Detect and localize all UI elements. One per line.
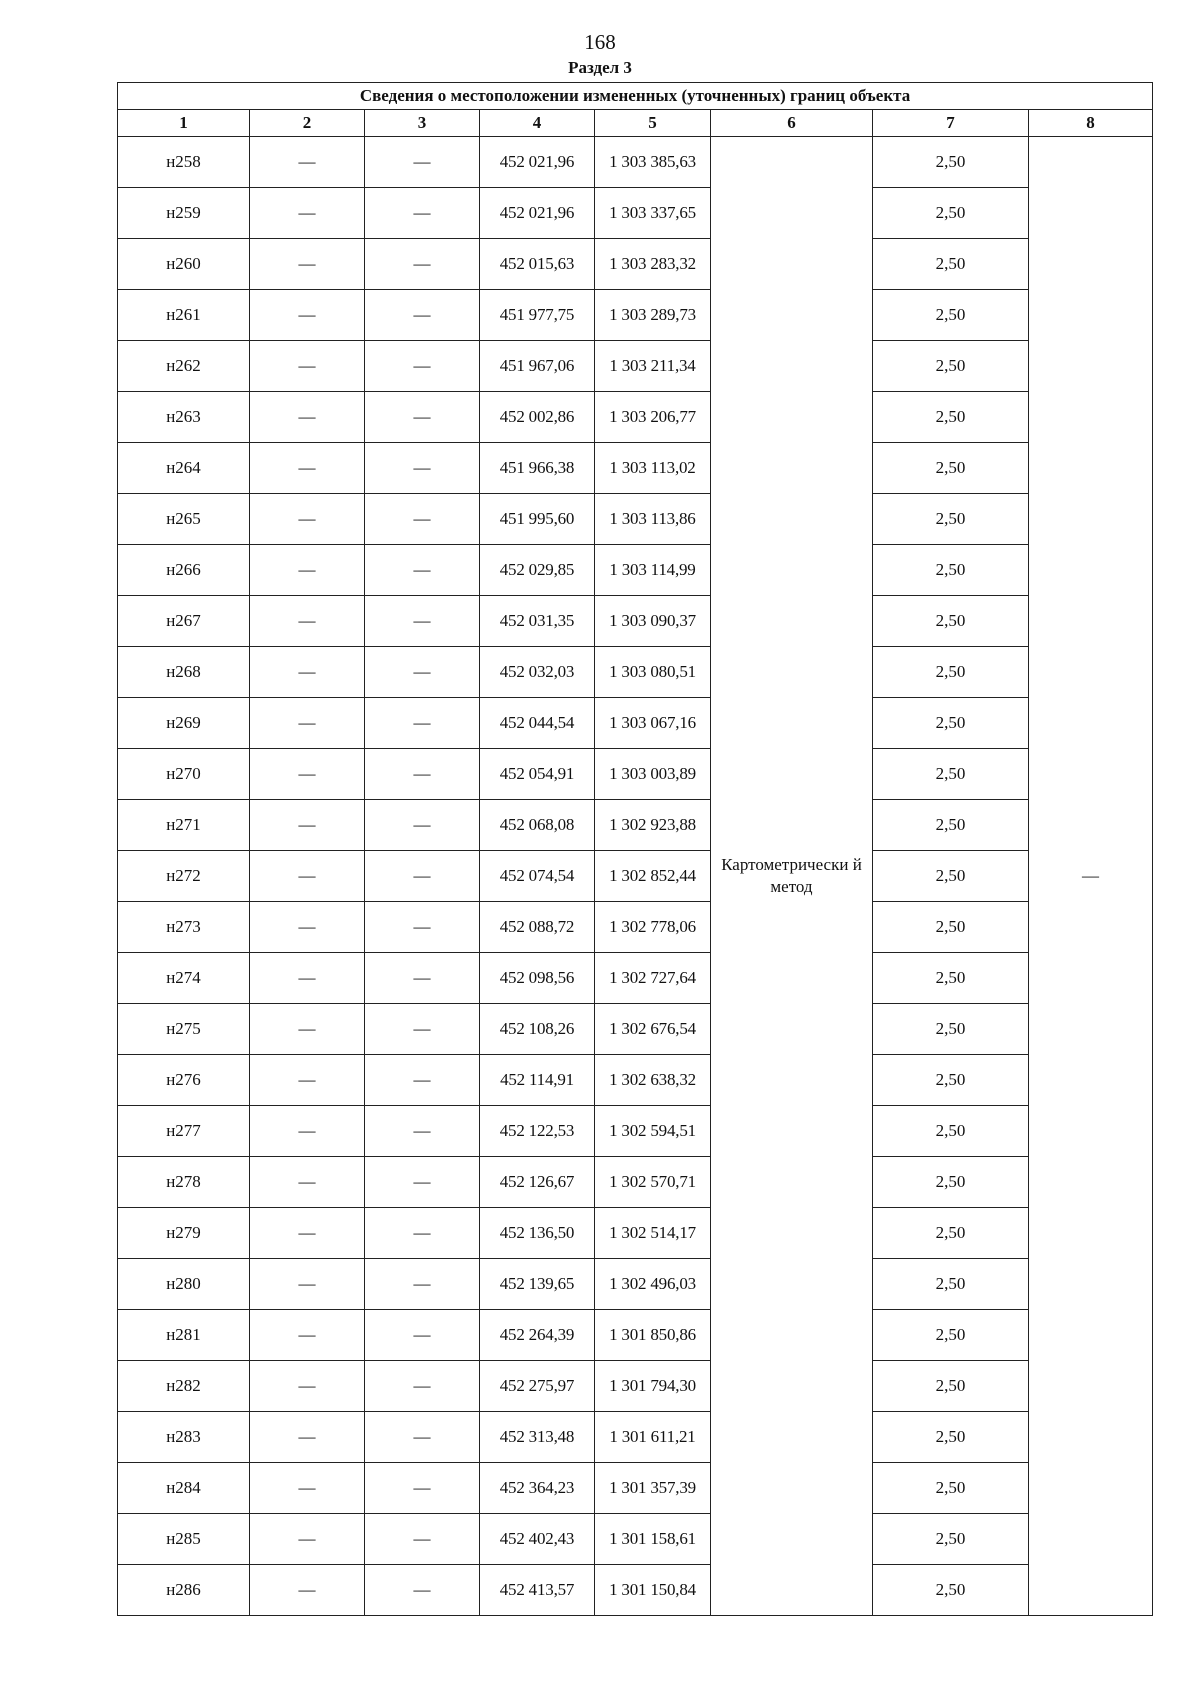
point-name-cell: н277 <box>118 1106 250 1157</box>
point-name-cell: н278 <box>118 1157 250 1208</box>
column3-cell: — <box>365 1259 480 1310</box>
point-name-cell: н274 <box>118 953 250 1004</box>
x-coordinate-cell: 452 021,96 <box>480 188 595 239</box>
column3-cell: — <box>365 239 480 290</box>
column2-cell: — <box>250 392 365 443</box>
point-name-cell: н286 <box>118 1565 250 1616</box>
point-name-cell: н283 <box>118 1412 250 1463</box>
x-coordinate-cell: 451 966,38 <box>480 443 595 494</box>
point-name-cell: н279 <box>118 1208 250 1259</box>
column2-cell: — <box>250 596 365 647</box>
column2-cell: — <box>250 188 365 239</box>
column3-cell: — <box>365 902 480 953</box>
column-number: 7 <box>873 110 1029 137</box>
column3-cell: — <box>365 851 480 902</box>
y-coordinate-cell: 1 303 090,37 <box>595 596 711 647</box>
accuracy-cell: 2,50 <box>873 749 1029 800</box>
y-coordinate-cell: 1 303 114,99 <box>595 545 711 596</box>
y-coordinate-cell: 1 302 852,44 <box>595 851 711 902</box>
section-title: Раздел 3 <box>568 58 632 77</box>
y-coordinate-cell: 1 301 150,84 <box>595 1565 711 1616</box>
accuracy-cell: 2,50 <box>873 494 1029 545</box>
x-coordinate-cell: 452 074,54 <box>480 851 595 902</box>
column-number: 6 <box>711 110 873 137</box>
y-coordinate-cell: 1 303 337,65 <box>595 188 711 239</box>
column3-cell: — <box>365 392 480 443</box>
column3-cell: — <box>365 1055 480 1106</box>
y-coordinate-cell: 1 302 496,03 <box>595 1259 711 1310</box>
y-coordinate-cell: 1 303 067,16 <box>595 698 711 749</box>
x-coordinate-cell: 452 015,63 <box>480 239 595 290</box>
y-coordinate-cell: 1 303 211,34 <box>595 341 711 392</box>
y-coordinate-cell: 1 301 357,39 <box>595 1463 711 1514</box>
x-coordinate-cell: 452 021,96 <box>480 137 595 188</box>
x-coordinate-cell: 451 995,60 <box>480 494 595 545</box>
table-row <box>118 800 1153 851</box>
accuracy-cell: 2,50 <box>873 443 1029 494</box>
column3-cell: — <box>365 188 480 239</box>
column2-cell: — <box>250 1157 365 1208</box>
column3-cell: — <box>365 1157 480 1208</box>
column-number: 4 <box>480 110 595 137</box>
y-coordinate-cell: 1 301 611,21 <box>595 1412 711 1463</box>
point-name-cell: н272 <box>118 851 250 902</box>
accuracy-cell: 2,50 <box>873 1157 1029 1208</box>
accuracy-cell: 2,50 <box>873 596 1029 647</box>
x-coordinate-cell: 452 032,03 <box>480 647 595 698</box>
point-name-cell: н258 <box>118 137 250 188</box>
boundary-coordinates-table <box>117 82 1153 1616</box>
x-coordinate-cell: 452 108,26 <box>480 1004 595 1055</box>
column3-cell: — <box>365 1208 480 1259</box>
column2-cell: — <box>250 851 365 902</box>
table-row <box>118 1412 1153 1463</box>
column2-cell: — <box>250 545 365 596</box>
point-name-cell: н262 <box>118 341 250 392</box>
y-coordinate-cell: 1 302 676,54 <box>595 1004 711 1055</box>
x-coordinate-cell: 452 114,91 <box>480 1055 595 1106</box>
column2-cell: — <box>250 290 365 341</box>
column2-cell: — <box>250 1055 365 1106</box>
y-coordinate-cell: 1 303 113,86 <box>595 494 711 545</box>
accuracy-cell: 2,50 <box>873 290 1029 341</box>
point-name-cell: н267 <box>118 596 250 647</box>
x-coordinate-cell: 451 967,06 <box>480 341 595 392</box>
column3-cell: — <box>365 1310 480 1361</box>
column3-cell: — <box>365 800 480 851</box>
table-row <box>118 1055 1153 1106</box>
table-row <box>118 1310 1153 1361</box>
table-row <box>118 341 1153 392</box>
x-coordinate-cell: 452 088,72 <box>480 902 595 953</box>
accuracy-cell: 2,50 <box>873 902 1029 953</box>
x-coordinate-cell: 452 413,57 <box>480 1565 595 1616</box>
point-name-cell: н264 <box>118 443 250 494</box>
y-coordinate-cell: 1 301 158,61 <box>595 1514 711 1565</box>
table-row <box>118 239 1153 290</box>
y-coordinate-cell: 1 303 385,63 <box>595 137 711 188</box>
column-number: 1 <box>118 110 250 137</box>
accuracy-cell: 2,50 <box>873 137 1029 188</box>
x-coordinate-cell: 452 402,43 <box>480 1514 595 1565</box>
column3-cell: — <box>365 341 480 392</box>
accuracy-cell: 2,50 <box>873 1004 1029 1055</box>
table-caption: Сведения о местоположении измененных (уточненных) границ объекта <box>118 83 1153 110</box>
point-name-cell: н261 <box>118 290 250 341</box>
point-name-cell: н259 <box>118 188 250 239</box>
accuracy-cell: 2,50 <box>873 239 1029 290</box>
y-coordinate-cell: 1 303 113,02 <box>595 443 711 494</box>
table-row <box>118 494 1153 545</box>
y-coordinate-cell: 1 302 638,32 <box>595 1055 711 1106</box>
point-name-cell: н269 <box>118 698 250 749</box>
x-coordinate-cell: 452 098,56 <box>480 953 595 1004</box>
y-coordinate-cell: 1 303 206,77 <box>595 392 711 443</box>
column2-cell: — <box>250 341 365 392</box>
accuracy-cell: 2,50 <box>873 392 1029 443</box>
x-coordinate-cell: 451 977,75 <box>480 290 595 341</box>
column3-cell: — <box>365 443 480 494</box>
table-row <box>118 902 1153 953</box>
column3-cell: — <box>365 1412 480 1463</box>
point-name-cell: н284 <box>118 1463 250 1514</box>
x-coordinate-cell: 452 313,48 <box>480 1412 595 1463</box>
method-cell: Картометрически й метод <box>711 137 873 1616</box>
column3-cell: — <box>365 137 480 188</box>
x-coordinate-cell: 452 264,39 <box>480 1310 595 1361</box>
x-coordinate-cell: 452 122,53 <box>480 1106 595 1157</box>
column3-cell: — <box>365 290 480 341</box>
column2-cell: — <box>250 800 365 851</box>
y-coordinate-cell: 1 303 283,32 <box>595 239 711 290</box>
table-row <box>118 1259 1153 1310</box>
column3-cell: — <box>365 749 480 800</box>
table-row <box>118 137 1153 188</box>
y-coordinate-cell: 1 301 850,86 <box>595 1310 711 1361</box>
y-coordinate-cell: 1 303 080,51 <box>595 647 711 698</box>
table-row <box>118 647 1153 698</box>
accuracy-cell: 2,50 <box>873 1514 1029 1565</box>
accuracy-cell: 2,50 <box>873 1565 1029 1616</box>
accuracy-cell: 2,50 <box>873 1463 1029 1514</box>
x-coordinate-cell: 452 002,86 <box>480 392 595 443</box>
table-row <box>118 1106 1153 1157</box>
accuracy-cell: 2,50 <box>873 341 1029 392</box>
column3-cell: — <box>365 1463 480 1514</box>
point-name-cell: н266 <box>118 545 250 596</box>
column2-cell: — <box>250 1310 365 1361</box>
column3-cell: — <box>365 1514 480 1565</box>
table-row <box>118 698 1153 749</box>
point-name-cell: н273 <box>118 902 250 953</box>
column2-cell: — <box>250 698 365 749</box>
x-coordinate-cell: 452 054,91 <box>480 749 595 800</box>
x-coordinate-cell: 452 275,97 <box>480 1361 595 1412</box>
column2-cell: — <box>250 902 365 953</box>
table-row <box>118 596 1153 647</box>
point-name-cell: н285 <box>118 1514 250 1565</box>
column2-cell: — <box>250 749 365 800</box>
table-row <box>118 1463 1153 1514</box>
column2-cell: — <box>250 1412 365 1463</box>
column2-cell: — <box>250 1463 365 1514</box>
table-row <box>118 851 1153 902</box>
accuracy-cell: 2,50 <box>873 1259 1029 1310</box>
table-row <box>118 1514 1153 1565</box>
column-number: 3 <box>365 110 480 137</box>
column2-cell: — <box>250 953 365 1004</box>
point-name-cell: н265 <box>118 494 250 545</box>
accuracy-cell: 2,50 <box>873 1208 1029 1259</box>
accuracy-cell: 2,50 <box>873 647 1029 698</box>
table-row <box>118 290 1153 341</box>
column8-cell: — <box>1029 137 1153 1616</box>
point-name-cell: н275 <box>118 1004 250 1055</box>
column-number: 2 <box>250 110 365 137</box>
table-row <box>118 545 1153 596</box>
column2-cell: — <box>250 239 365 290</box>
table-row <box>118 1208 1153 1259</box>
column3-cell: — <box>365 698 480 749</box>
y-coordinate-cell: 1 302 727,64 <box>595 953 711 1004</box>
point-name-cell: н270 <box>118 749 250 800</box>
point-name-cell: н260 <box>118 239 250 290</box>
column2-cell: — <box>250 1259 365 1310</box>
column2-cell: — <box>250 1106 365 1157</box>
column2-cell: — <box>250 1565 365 1616</box>
column-number: 5 <box>595 110 711 137</box>
accuracy-cell: 2,50 <box>873 698 1029 749</box>
accuracy-cell: 2,50 <box>873 953 1029 1004</box>
y-coordinate-cell: 1 302 514,17 <box>595 1208 711 1259</box>
table-row <box>118 1361 1153 1412</box>
point-name-cell: н268 <box>118 647 250 698</box>
column3-cell: — <box>365 494 480 545</box>
accuracy-cell: 2,50 <box>873 851 1029 902</box>
column3-cell: — <box>365 1004 480 1055</box>
point-name-cell: н263 <box>118 392 250 443</box>
column2-cell: — <box>250 137 365 188</box>
accuracy-cell: 2,50 <box>873 1361 1029 1412</box>
table-row <box>118 1565 1153 1616</box>
table-row <box>118 1004 1153 1055</box>
column2-cell: — <box>250 494 365 545</box>
y-coordinate-cell: 1 302 923,88 <box>595 800 711 851</box>
accuracy-cell: 2,50 <box>873 1106 1029 1157</box>
y-coordinate-cell: 1 302 594,51 <box>595 1106 711 1157</box>
table-body <box>118 137 1153 1616</box>
column2-cell: — <box>250 1208 365 1259</box>
page-number: 168 <box>584 30 616 54</box>
table-row <box>118 443 1153 494</box>
table-row <box>118 392 1153 443</box>
column2-cell: — <box>250 647 365 698</box>
column3-cell: — <box>365 953 480 1004</box>
column2-cell: — <box>250 1361 365 1412</box>
accuracy-cell: 2,50 <box>873 188 1029 239</box>
accuracy-cell: 2,50 <box>873 545 1029 596</box>
point-name-cell: н281 <box>118 1310 250 1361</box>
accuracy-cell: 2,50 <box>873 800 1029 851</box>
column3-cell: — <box>365 647 480 698</box>
point-name-cell: н271 <box>118 800 250 851</box>
column3-cell: — <box>365 1361 480 1412</box>
column2-cell: — <box>250 443 365 494</box>
table-row <box>118 953 1153 1004</box>
x-coordinate-cell: 452 068,08 <box>480 800 595 851</box>
y-coordinate-cell: 1 302 570,71 <box>595 1157 711 1208</box>
column3-cell: — <box>365 1565 480 1616</box>
x-coordinate-cell: 452 364,23 <box>480 1463 595 1514</box>
y-coordinate-cell: 1 301 794,30 <box>595 1361 711 1412</box>
x-coordinate-cell: 452 136,50 <box>480 1208 595 1259</box>
column3-cell: — <box>365 1106 480 1157</box>
y-coordinate-cell: 1 303 289,73 <box>595 290 711 341</box>
x-coordinate-cell: 452 029,85 <box>480 545 595 596</box>
table-row <box>118 188 1153 239</box>
column3-cell: — <box>365 596 480 647</box>
column2-cell: — <box>250 1514 365 1565</box>
y-coordinate-cell: 1 302 778,06 <box>595 902 711 953</box>
x-coordinate-cell: 452 044,54 <box>480 698 595 749</box>
table-row <box>118 749 1153 800</box>
x-coordinate-cell: 452 139,65 <box>480 1259 595 1310</box>
column-number: 8 <box>1029 110 1153 137</box>
x-coordinate-cell: 452 031,35 <box>480 596 595 647</box>
accuracy-cell: 2,50 <box>873 1055 1029 1106</box>
column-number-row <box>118 110 1153 137</box>
point-name-cell: н282 <box>118 1361 250 1412</box>
accuracy-cell: 2,50 <box>873 1412 1029 1463</box>
accuracy-cell: 2,50 <box>873 1310 1029 1361</box>
point-name-cell: н276 <box>118 1055 250 1106</box>
table-row <box>118 1157 1153 1208</box>
x-coordinate-cell: 452 126,67 <box>480 1157 595 1208</box>
column2-cell: — <box>250 1004 365 1055</box>
column3-cell: — <box>365 545 480 596</box>
y-coordinate-cell: 1 303 003,89 <box>595 749 711 800</box>
point-name-cell: н280 <box>118 1259 250 1310</box>
